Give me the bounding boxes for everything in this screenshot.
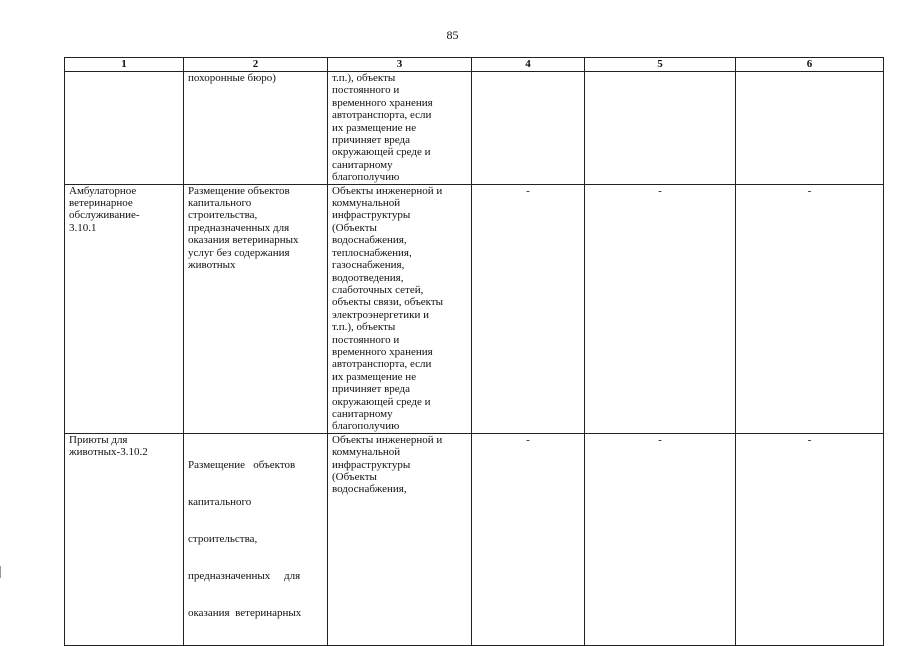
use-type-cell: [65, 184, 184, 433]
column-header: 6: [736, 58, 884, 72]
col6-cell: -: [736, 184, 884, 433]
cell-line: объекты связи, объекты: [332, 296, 444, 309]
cell-line: коммунальной: [332, 446, 401, 459]
cell-line: теплоснабжения,: [332, 246, 412, 259]
cell-line: их размещение не: [332, 121, 417, 134]
cell-line: автотранспорта, если: [332, 358, 432, 371]
cell-line: Размещение объектов: [188, 184, 290, 197]
table-row: [65, 433, 884, 645]
table-header-row: [65, 58, 884, 72]
auxiliary-uses-cell: [328, 184, 472, 433]
col4-cell: [472, 72, 585, 185]
description-cell: [184, 433, 328, 645]
cell-line: окружающей среде и: [332, 395, 431, 408]
cell-line: благополучию: [332, 420, 400, 433]
cell-line: автотранспорта, если: [332, 109, 432, 122]
auxiliary-uses-cell: [328, 433, 472, 645]
cell-line: (Объекты: [332, 221, 377, 234]
margin-mark: [0, 566, 5, 578]
cell-line: оказания ветеринарных: [188, 234, 299, 247]
cell-line: строительства,: [188, 533, 258, 546]
cell-line: ветеринарное: [69, 197, 133, 210]
column-header: 1: [65, 58, 184, 72]
table-row: [65, 72, 884, 185]
cell-line: коммунальной: [332, 197, 401, 210]
cell-line: постоянного и: [332, 84, 400, 97]
cell-line: (Объекты: [332, 471, 377, 483]
cell-line: предназначенных для: [188, 221, 290, 234]
cell-line: водоотведения,: [332, 271, 404, 284]
cell-line: инфраструктуры: [332, 209, 411, 222]
column-header: 4: [472, 58, 585, 72]
page-number: 85: [446, 28, 459, 42]
cell-line: санитарному: [332, 158, 393, 171]
auxiliary-uses-cell: [328, 72, 472, 185]
cell-line: похоронные бюро): [188, 72, 276, 84]
cell-line: газоснабжения,: [332, 259, 405, 272]
col6-cell: [736, 72, 884, 185]
cell-line: причиняет вреда: [332, 134, 410, 147]
cell-line: 3.10.1: [69, 221, 97, 234]
cell-line: т.п.), объекты: [332, 321, 396, 334]
cell-line: Размещение объектов: [188, 458, 296, 471]
description-cell: [184, 184, 328, 433]
cell-line: капитального: [188, 197, 252, 210]
cell-line: животных: [188, 259, 236, 272]
cell-line: водоснабжения,: [332, 483, 407, 496]
column-header: 3: [328, 58, 472, 72]
col4-cell: -: [472, 433, 585, 645]
cell-line: слаботочных сетей,: [332, 283, 424, 296]
cell-line: оказания ветеринарных: [188, 607, 302, 620]
cell-line: обслуживание-: [69, 209, 140, 222]
land-use-table: [64, 57, 884, 646]
cell-line: временного хранения: [332, 345, 433, 358]
cell-line: Приюты для: [69, 433, 128, 446]
cell-line: т.п.), объекты: [332, 72, 396, 84]
cell-line: животных-3.10.2: [69, 446, 148, 459]
cell-line: услуг без содержания: [188, 246, 290, 259]
col4-cell: -: [472, 184, 585, 433]
cell-line: водоснабжения,: [332, 234, 407, 247]
col5-cell: -: [585, 184, 736, 433]
cell-line: постоянного и: [332, 333, 400, 346]
col5-cell: [585, 72, 736, 185]
cell-line: Объекты инженерной и: [332, 433, 443, 446]
cell-line: благополучию: [332, 171, 400, 184]
use-type-cell: [65, 72, 184, 185]
cell-line: Объекты инженерной и: [332, 184, 443, 197]
cell-line: окружающей среде и: [332, 146, 431, 159]
cell-line: их размещение не: [332, 370, 417, 383]
cell-line: причиняет вреда: [332, 383, 410, 396]
cell-line: инфраструктуры: [332, 458, 411, 471]
use-type-cell: [65, 433, 184, 645]
cell-line: электроэнергетики и: [332, 308, 429, 321]
column-header: 5: [585, 58, 736, 72]
column-header: 2: [184, 58, 328, 72]
col6-cell: -: [736, 433, 884, 645]
cell-line: предназначенных для: [188, 570, 301, 583]
cell-line: санитарному: [332, 407, 393, 420]
cell-line: капитального: [188, 495, 252, 508]
cell-line: строительства,: [188, 209, 258, 222]
cell-line: Амбулаторное: [69, 184, 137, 197]
cell-line: временного хранения: [332, 96, 433, 109]
description-cell: [184, 72, 328, 185]
col5-cell: -: [585, 433, 736, 645]
table-row: [65, 184, 884, 433]
